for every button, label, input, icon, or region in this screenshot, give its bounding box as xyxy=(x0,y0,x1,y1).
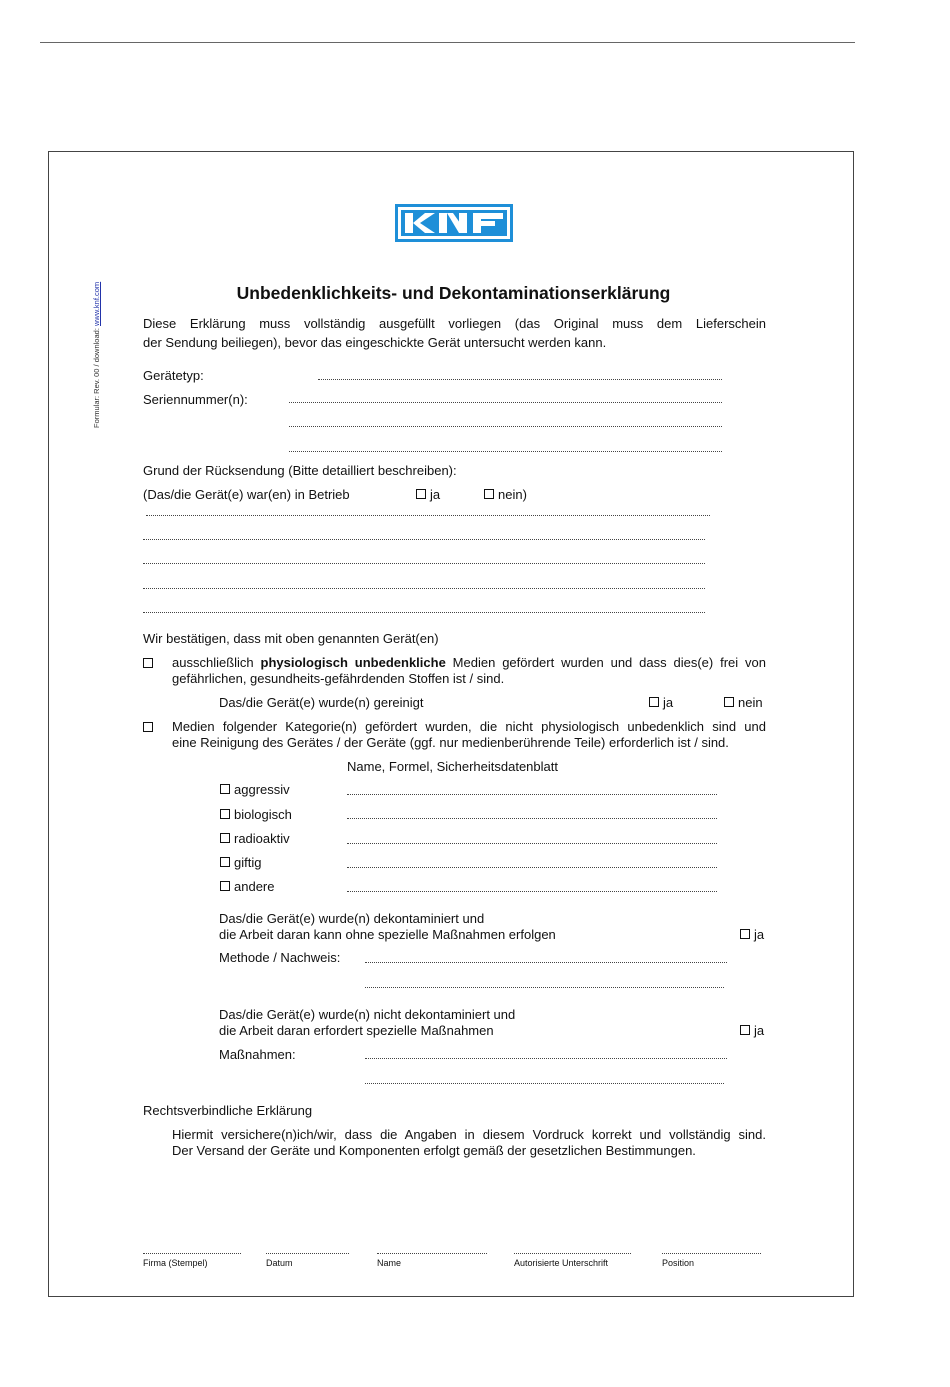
gereinigt-ja-option[interactable]: ja xyxy=(649,695,673,711)
methode-field-2[interactable] xyxy=(365,987,724,988)
kategorie-header: Name, Formel, Sicherheitsdatenblatt xyxy=(347,759,558,774)
signature-label-datum: Datum xyxy=(266,1258,293,1268)
checkbox-icon[interactable] xyxy=(740,929,750,939)
nicht-dekon-line-2: die Arbeit daran erfordert spezielle Maßnahmen xyxy=(219,1023,494,1038)
methode-field-1[interactable] xyxy=(365,962,727,963)
category-giftig[interactable]: giftig xyxy=(220,855,261,871)
checkbox-icon[interactable] xyxy=(740,1025,750,1035)
seriennummer-field-3[interactable] xyxy=(289,451,722,452)
checkbox-icon[interactable] xyxy=(484,489,494,499)
bestaetigen-label: Wir bestätigen, dass mit oben genannten Gerät(en) xyxy=(143,631,439,646)
checkbox-icon[interactable] xyxy=(220,809,230,819)
checkbox-icon[interactable] xyxy=(220,833,230,843)
signature-label-firma: Firma (Stempel) xyxy=(143,1258,208,1268)
dekon-line-1: Das/die Gerät(e) wurde(n) dekontaminiert und xyxy=(219,911,485,926)
checkbox-icon[interactable] xyxy=(649,697,659,707)
dekon-ja-option[interactable]: ja xyxy=(740,927,764,943)
signature-label-unterschrift: Autorisierte Unterschrift xyxy=(514,1258,609,1268)
category-aggressiv-field[interactable] xyxy=(347,794,717,795)
category-andere[interactable]: andere xyxy=(220,879,274,895)
seriennummer-field-1[interactable] xyxy=(289,402,722,403)
signature-label-name: Name xyxy=(377,1258,402,1268)
category-radioaktiv[interactable]: radioaktiv xyxy=(220,831,290,847)
massnahmen-field-1[interactable] xyxy=(365,1058,727,1059)
category-radioaktiv-field[interactable] xyxy=(347,843,717,844)
category-biologisch-field[interactable] xyxy=(347,818,717,819)
option-unbedenklich-line-1: ausschließlich physiologisch unbedenkliche Medien gefördert wurden und dass dies(e) frei von xyxy=(172,655,766,670)
signature-label-position: Position xyxy=(662,1258,695,1268)
form-revision-note: Formular: Rev. 00 / download: www.knf.com xyxy=(92,281,101,428)
grund-label: Grund der Rücksendung (Bitte detailliert beschreiben): xyxy=(143,463,457,478)
gereinigt-label: Das/die Gerät(e) wurde(n) gereinigt xyxy=(219,695,424,710)
option-kategorie-checkbox[interactable] xyxy=(143,722,153,732)
massnahmen-field-2[interactable] xyxy=(365,1083,724,1084)
signature-line-firma[interactable] xyxy=(143,1253,241,1254)
nicht-dekon-line-1: Das/die Gerät(e) wurde(n) nicht dekontaminiert und xyxy=(219,1007,516,1022)
checkbox-icon[interactable] xyxy=(416,489,426,499)
knf-url-link[interactable]: www.knf.com xyxy=(92,281,101,326)
rechts-line-2: Der Versand der Geräte und Komponenten erfolgt gemäß der gesetzlichen Bestimmungen. xyxy=(172,1143,696,1158)
intro-line-1: Diese Erklärung muss vollständig ausgefüllt vorliegen (das Original muss dem Lieferschein xyxy=(143,316,766,331)
knf-logo xyxy=(395,204,513,242)
methode-label: Methode / Nachweis: xyxy=(219,950,341,965)
seriennummer-label: Seriennummer(n): xyxy=(143,392,248,407)
checkbox-icon[interactable] xyxy=(724,697,734,707)
rechts-line-1: Hiermit versichere(n)ich/wir, dass die Angaben in diesem Vordruck korrekt und vollständig sind. xyxy=(172,1127,766,1142)
signature-line-datum[interactable] xyxy=(266,1253,349,1254)
grund-field-1[interactable] xyxy=(146,515,710,516)
in-betrieb-label: (Das/die Gerät(e) war(en) in Betrieb xyxy=(143,487,350,502)
in-betrieb-ja-option[interactable]: ja xyxy=(416,487,440,503)
grund-field-3[interactable] xyxy=(143,563,705,564)
signature-line-position[interactable] xyxy=(662,1253,761,1254)
option-unbedenklich-line-2: gefährlichen, gesundheits-gefährdenden Stoffen ist / sind. xyxy=(172,671,505,686)
grund-field-5[interactable] xyxy=(143,612,705,613)
category-aggressiv[interactable]: aggressiv xyxy=(220,782,290,798)
geraetetyp-label: Gerätetyp: xyxy=(143,368,204,383)
checkbox-icon[interactable] xyxy=(220,857,230,867)
option-unbedenklich-checkbox[interactable] xyxy=(143,658,153,668)
checkbox-icon[interactable] xyxy=(220,881,230,891)
grund-field-4[interactable] xyxy=(143,588,705,589)
gereinigt-nein-option[interactable]: nein xyxy=(724,695,763,711)
category-andere-field[interactable] xyxy=(347,891,717,892)
dekon-line-2: die Arbeit daran kann ohne spezielle Maßnahmen erfolgen xyxy=(219,927,556,942)
grund-field-2[interactable] xyxy=(143,539,705,540)
option-kategorie-line-2: eine Reinigung des Gerätes / der Geräte (ggf. nur medienberührende Teile) erforderlich ist / sind. xyxy=(172,735,729,750)
category-giftig-field[interactable] xyxy=(347,867,717,868)
signature-line-unterschrift[interactable] xyxy=(514,1253,631,1254)
option-kategorie-line-1: Medien folgender Kategorie(n) gefördert wurden, die nicht physiologisch unbedenklich sind und xyxy=(172,719,766,734)
massnahmen-label: Maßnahmen: xyxy=(219,1047,296,1062)
nicht-dekon-ja-option[interactable]: ja xyxy=(740,1023,764,1039)
geraetetyp-field[interactable] xyxy=(318,379,722,380)
signature-line-name[interactable] xyxy=(377,1253,487,1254)
category-biologisch[interactable]: biologisch xyxy=(220,807,292,823)
rechts-heading: Rechtsverbindliche Erklärung xyxy=(143,1103,313,1118)
seriennummer-field-2[interactable] xyxy=(289,426,722,427)
top-rule xyxy=(40,42,855,43)
page-title: Unbedenklichkeits- und Dekontaminationserklärung xyxy=(236,283,671,303)
in-betrieb-nein-option[interactable]: nein) xyxy=(484,487,527,503)
checkbox-icon[interactable] xyxy=(220,784,230,794)
intro-line-2: der Sendung beiliegen), bevor das eingeschickte Gerät untersucht werden kann. xyxy=(143,335,607,350)
